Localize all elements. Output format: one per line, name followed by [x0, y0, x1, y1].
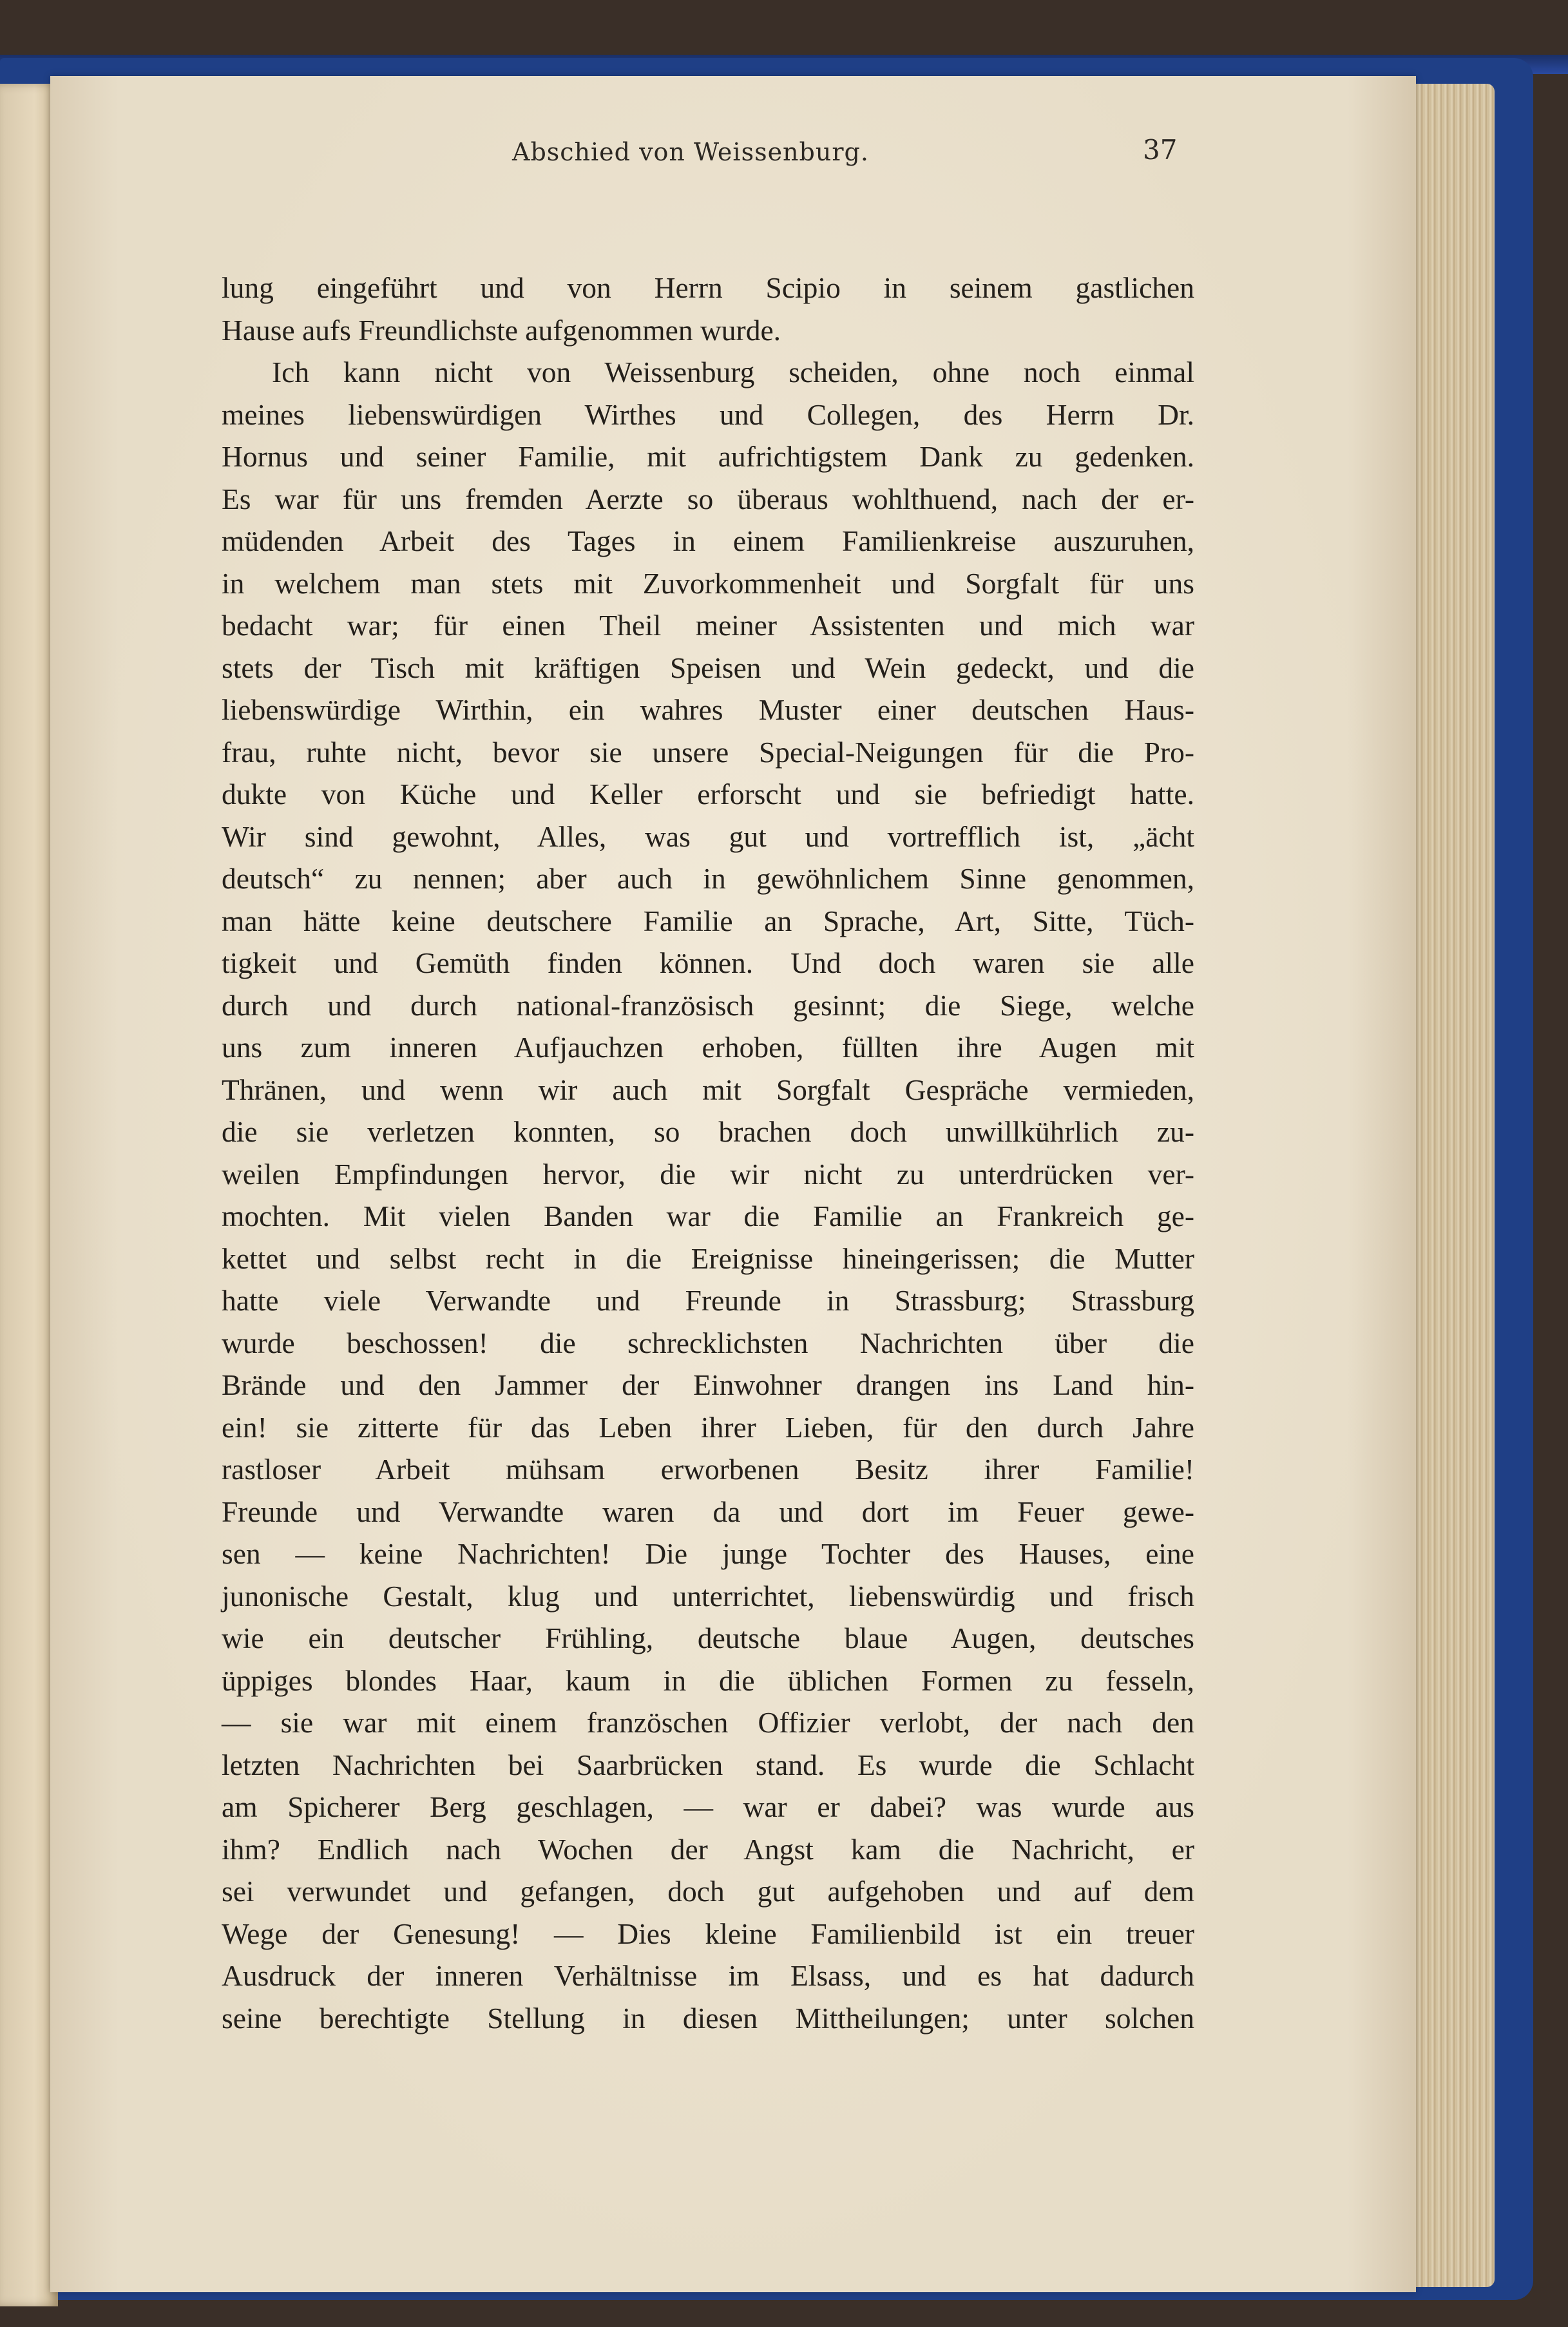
text-line: Wege der Genesung! — Dies kleine Familienbild ist ein treuer — [222, 1917, 1194, 1950]
text-line: mochten. Mit vielen Banden war die Familie an Frankreich ge- — [222, 1200, 1194, 1232]
page-number: 37 — [1143, 134, 1178, 166]
text-line: sei verwundet und gefangen, doch gut aufgehoben und auf dem — [222, 1875, 1194, 1908]
text-line: man hätte keine deutschere Familie an Sprache, Art, Sitte, Tüch- — [222, 904, 1194, 937]
text-line: wurde beschossen! die schrecklichsten Nachrichten über die — [222, 1326, 1194, 1359]
text-line: Brände und den Jammer der Einwohner drangen ins Land hin- — [222, 1368, 1194, 1401]
text-line: üppiges blondes Haar, kaum in die üblichen Formen zu fesseln, — [222, 1663, 1194, 1697]
text-line: — sie war mit einem französchen Offizier verlobt, der nach den — [222, 1706, 1194, 1739]
text-line: Ich kann nicht von Weissenburg scheiden, ohne noch einmal — [272, 356, 1194, 388]
text-line: bedacht war; für einen Theil meiner Assistenten und mich war — [222, 609, 1194, 642]
text-line: meines liebenswürdigen Wirthes und Collegen, des Herrn Dr. — [222, 397, 1194, 431]
text-line: uns zum inneren Aufjauchzen erhoben, füllten ihre Augen mit — [222, 1031, 1194, 1064]
running-head-title: Abschied von Weissenburg. — [512, 138, 869, 166]
text-line: ein! sie zitterte für das Leben ihrer Lieben, für den durch Jahre — [222, 1410, 1194, 1444]
text-line: kettet und selbst recht in die Ereignisse hineingerissen; die Mutter — [222, 1241, 1194, 1275]
text-line: Ausdruck der inneren Verhältnisse im Elsass, und es hat dadurch — [222, 1959, 1194, 1992]
text-line: tigkeit und Gemüth finden können. Und doch waren sie alle — [222, 946, 1194, 979]
body-text — [222, 267, 1194, 2039]
text-line: junonische Gestalt, klug und unterrichtet, liebenswürdig und frisch — [222, 1579, 1194, 1613]
text-line: letzten Nachrichten bei Saarbrücken stand. Es wurde die Schlacht — [222, 1748, 1194, 1781]
text-line: rastloser Arbeit mühsam erworbenen Besitz ihrer Familie! — [222, 1453, 1194, 1486]
text-line: Hornus und seiner Familie, mit aufrichtigstem Dank zu gedenken. — [222, 440, 1194, 473]
text-line: Es war für uns fremden Aerzte so überaus wohlthuend, nach der er- — [222, 482, 1194, 515]
text-line: wie ein deutscher Frühling, deutsche blaue Augen, deutsches — [222, 1622, 1194, 1654]
text-line: ihm? Endlich nach Wochen der Angst kam die Nachricht, er — [222, 1832, 1194, 1866]
text-line: durch und durch national-französisch gesinnt; die Siege, welche — [222, 988, 1194, 1022]
text-line: Wir sind gewohnt, Alles, was gut und vortrefflich ist, „ächt — [222, 819, 1194, 853]
previous-page-edge — [0, 84, 58, 2306]
text-line: frau, ruhte nicht, bevor sie unsere Special-Neigungen für die Pro- — [222, 735, 1194, 769]
text-line: hatte viele Verwandte und Freunde in Strassburg; Strassburg — [222, 1284, 1194, 1317]
text-line: Freunde und Verwandte waren da und dort im Feuer gewe- — [222, 1495, 1194, 1528]
text-line: lung eingeführt und von Herrn Scipio in seinem gastlichen — [222, 271, 1194, 304]
running-head — [0, 134, 1568, 177]
text-line: die sie verletzen konnten, so brachen doch unwillkührlich zu- — [222, 1115, 1194, 1148]
text-line: liebenswürdige Wirthin, ein wahres Muster einer deutschen Haus- — [222, 693, 1194, 726]
text-line: in welchem man stets mit Zuvorkommenheit und Sorgfalt für uns — [222, 566, 1194, 600]
text-line: am Spicherer Berg geschlagen, — war er dabei? was wurde aus — [222, 1790, 1194, 1823]
text-line: stets der Tisch mit kräftigen Speisen und Wein gedeckt, und die — [222, 651, 1194, 684]
text-line: Thränen, und wenn wir auch mit Sorgfalt Gespräche vermieden, — [222, 1073, 1194, 1106]
text-line: weilen Empfindungen hervor, die wir nicht zu unterdrücken ver- — [222, 1157, 1194, 1191]
text-line: deutsch“ zu nennen; aber auch in gewöhnlichem Sinne genommen, — [222, 862, 1194, 895]
text-line: Hause aufs Freundlichste aufgenommen wurde. — [222, 313, 781, 347]
text-line: dukte von Küche und Keller erforscht und sie befriedigt hatte. — [222, 778, 1194, 810]
text-line: müdenden Arbeit des Tages in einem Familienkreise auszuruhen, — [222, 524, 1194, 557]
text-line: sen — keine Nachrichten! Die junge Tochter des Hauses, eine — [222, 1537, 1194, 1570]
text-line: seine berechtigte Stellung in diesen Mittheilungen; unter solchen — [222, 2001, 1194, 2035]
